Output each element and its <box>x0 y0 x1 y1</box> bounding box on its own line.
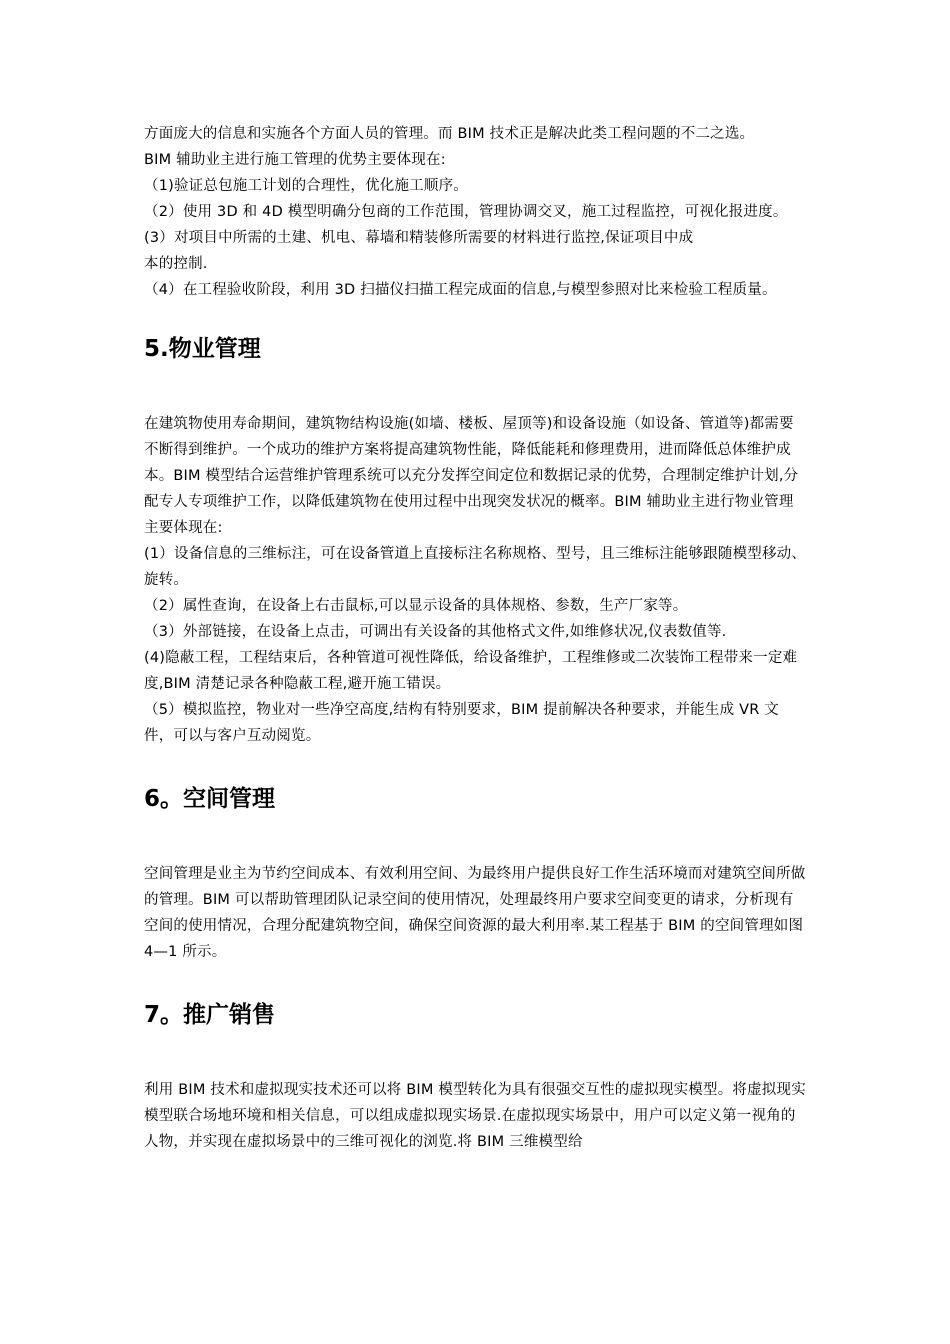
document-body <box>144 121 808 1155</box>
list-item: (4)隐蔽工程，工程结束后，各种管道可视性降低，给设备维护，工程维修或二次装饰工程带来一定难度,BIM 清楚记录各种隐蔽工程,避开施工错误。 <box>144 650 798 692</box>
list-item: (1）设备信息的三维标注，可在设备管道上直接标注名称规格、型号，且三维标注能够跟随模型移动、旋转。 <box>144 546 807 588</box>
list-item: （5）模拟监控，物业对一些净空高度,结构有特别要求，BIM 提前解决各种要求，并能生成 VR 文件，可以与客户互动阅览。 <box>144 702 779 744</box>
list-item: （1)验证总包施工计划的合理性，优化施工顺序。 <box>144 178 468 194</box>
spacer <box>144 1031 808 1077</box>
paragraph: BIM 辅助业主进行施工管理的优势主要体现在: <box>144 152 446 168</box>
list-item-continuation: 本的控制. <box>144 256 208 272</box>
list-item: （3）外部链接，在设备上点击，可调出有关设备的其他格式文件,如维修状况,仪表数值等. <box>144 624 727 640</box>
section-heading-space-management: 6。空间管理 <box>144 786 276 812</box>
list-item: （4）在工程验收阶段，利用 3D 扫描仪扫描工程完成面的信息,与模型参照对比来检验工程质量。 <box>144 282 777 298</box>
spacer <box>144 365 808 411</box>
paragraph: 在建筑物使用寿命期间，建筑物结构设施(如墙、楼板、屋顶等)和设备设施（如设备、管道等)都需要不断得到维护。一个成功的维护方案将提高建筑物性能，降低能耗和修理费用，进而降低总体维护成本。BIM 模型结合运营维护管理系统可以充分发挥空间定位和数据记录的优势，合理制定维护计划,分配专人专项维护工作，以降低建筑物在使用过程中出现突发状况的概率。BIM 辅助业主进行物业管理主要体现在: <box>144 416 799 536</box>
spacer <box>144 815 808 861</box>
paragraph: 方面庞大的信息和实施各个方面人员的管理。而 BIM 技术正是解决此类工程问题的不二之选。 <box>144 126 755 142</box>
section-heading-property-management: 5.物业管理 <box>144 336 261 362</box>
paragraph: 空间管理是业主为节约空间成本、有效利用空间、为最终用户提供良好工作生活环境而对建筑空间所做的管理。BIM 可以帮助管理团队记录空间的使用情况，处理最终用户要求空间变更的请求，分析现有空间的使用情况，合理分配建筑物空间，确保空间资源的最大利用率.某工程基于 BIM 的空间管理如图 4—1 所示。 <box>144 866 806 960</box>
section-heading-promotion-sales: 7。推广销售 <box>144 1002 276 1028</box>
list-item: (3）对项目中所需的土建、机电、幕墙和精装修所需要的材料进行监控,保证项目中成 <box>144 230 694 246</box>
list-item: （2）属性查询，在设备上右击鼠标,可以显示设备的具体规格、参数，生产厂家等。 <box>144 598 688 614</box>
paragraph: 利用 BIM 技术和虚拟现实技术还可以将 BIM 模型转化为具有很强交互性的虚拟现实模型。将虚拟现实模型联合场地环境和相关信息，可以组成虚拟现实场景.在虚拟现实场景中，用户可以定义第一视角的人物，并实现在虚拟场景中的三维可视化的浏览.将 BIM 三维模型给 <box>144 1082 806 1150</box>
list-item: （2）使用 3D 和 4D 模型明确分包商的工作范围，管理协调交叉，施工过程监控，可视化报进度。 <box>144 204 788 220</box>
